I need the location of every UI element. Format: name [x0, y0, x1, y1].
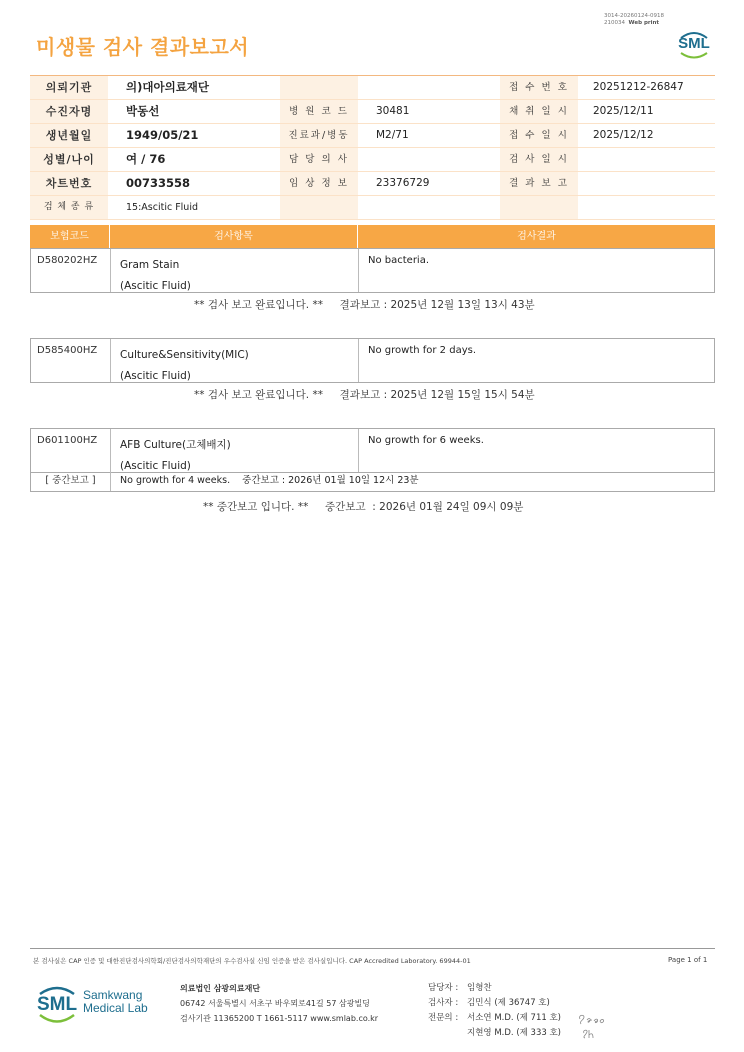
info-label: 차트번호 [30, 172, 108, 195]
page-title: 미생물 검사 결과보고서 [36, 35, 250, 59]
info-value: 여 / 76 [126, 152, 166, 166]
staff-name: 서소연 M.D. (제 711 호) [467, 1013, 562, 1023]
info-value: 20251212-26847 [593, 81, 684, 93]
info-label: 수진자명 [30, 100, 108, 123]
result-row [30, 428, 715, 473]
logo-name-2: Medical Lab [83, 1001, 148, 1015]
staff-role: 담당자 : [428, 983, 459, 993]
org-contact: 검사기관 11365200 T 1661-5117 www.smlab.co.kr [180, 1014, 379, 1023]
test-result: No bacteria. [368, 255, 430, 266]
print-code [604, 13, 664, 27]
footer-divider [30, 948, 715, 949]
info-value: 30481 [376, 105, 410, 117]
test-name: AFB Culture(고체배지) [120, 439, 231, 451]
header-item: 검사항목 [214, 231, 253, 242]
results-header [30, 225, 715, 248]
staff-name: 임형찬 [467, 983, 492, 993]
interim-text: No growth for 4 weeks. 중간보고 : 2026년 01월 10일 12시 23분 [120, 475, 419, 486]
print-label: Web print [628, 20, 660, 26]
info-label: 접 수 번 호 [500, 76, 578, 99]
signature-icon [576, 1011, 612, 1041]
staff-role: 전문의 : [428, 1013, 459, 1023]
info-value: 의)대아의료재단 [126, 80, 210, 94]
test-result: No growth for 2 days. [368, 345, 477, 356]
page-number: Page 1 of 1 [668, 956, 708, 964]
patient-info-table [30, 75, 715, 220]
test-result: No growth for 6 weeks. [368, 435, 484, 446]
completion-note: ** 검사 보고 완료입니다. ** 결과보고 : 2025년 12월 13일 13시 43분 [194, 299, 535, 311]
patient-info-row [30, 148, 715, 172]
info-label: 임 상 정 보 [280, 172, 358, 195]
info-value: 23376729 [376, 177, 430, 189]
staff-name: 김민식 (제 36747 호) [467, 998, 550, 1008]
info-label: 결 과 보 고 [500, 172, 578, 195]
patient-info-row [30, 124, 715, 148]
logo-text: SML [678, 35, 710, 52]
info-label: 병 원 코 드 [280, 100, 358, 123]
info-value: 2025/12/12 [593, 129, 654, 141]
completion-note: ** 중간보고 입니다. ** 중간보고 : 2026년 01월 24일 09시 09분 [203, 501, 524, 513]
info-value: 2025/12/11 [593, 105, 654, 117]
info-value: 00733558 [126, 176, 191, 190]
result-row [30, 338, 715, 383]
info-label: 검 사 일 시 [500, 148, 578, 171]
test-name: Culture&Sensitivity(MIC) [120, 349, 249, 361]
insurance-code: D601100HZ [37, 435, 98, 446]
info-label: 생년월일 [30, 124, 108, 147]
interim-label: [ 중간보고 ] [45, 475, 96, 486]
samkwang-logo [36, 982, 166, 1028]
info-label [500, 196, 578, 219]
info-label: 검 체 종 류 [30, 196, 108, 219]
svg-text:SML: SML [36, 994, 78, 1015]
insurance-code: D585400HZ [37, 345, 98, 356]
info-label: 접 수 일 시 [500, 124, 578, 147]
staff-name: 지현영 M.D. (제 333 호) [467, 1028, 562, 1038]
info-label: 의뢰기관 [30, 76, 108, 99]
info-label: 성별/나이 [30, 148, 108, 171]
info-label: 진료과/병동 [280, 124, 358, 147]
result-row [30, 248, 715, 293]
staff-role: 검사자 : [428, 998, 459, 1008]
patient-info-row [30, 196, 715, 220]
info-value: 1949/05/21 [126, 128, 199, 142]
info-label: 담 당 의 사 [280, 148, 358, 171]
info-label [280, 196, 358, 219]
insurance-code: D580202HZ [37, 255, 98, 266]
specimen: (Ascitic Fluid) [120, 460, 191, 472]
info-value: 박동선 [126, 104, 160, 118]
print-code-1: 3014-20260124-0918 [604, 13, 664, 19]
org-address: 06742 서울특별시 서초구 바우뫼로41길 57 삼광빌딩 [180, 999, 370, 1008]
specimen: (Ascitic Fluid) [120, 370, 191, 382]
info-value: M2/71 [376, 129, 409, 141]
accreditation-note: 본 검사실은 CAP 인증 및 대한진단검사의학회/진단검사의학재단의 우수검사실 신임 인증을 받은 검사실입니다. CAP Accredited Laboratory. 69944-01 [33, 957, 471, 965]
completion-note: ** 검사 보고 완료입니다. ** 결과보고 : 2025년 12월 15일 15시 54분 [194, 389, 535, 401]
logo-name-1: Samkwang [83, 988, 143, 1002]
org-name: 의료법인 삼광의료재단 [180, 984, 261, 993]
staff-list [428, 981, 578, 1043]
patient-info-row [30, 172, 715, 196]
header-result: 검사결과 [517, 231, 556, 242]
specimen: (Ascitic Fluid) [120, 280, 191, 292]
organization-info [180, 981, 378, 1026]
test-name: Gram Stain [120, 259, 180, 271]
info-label: 채 취 일 시 [500, 100, 578, 123]
patient-info-row [30, 76, 715, 100]
interim-report-row [30, 471, 715, 492]
sml-logo-icon [675, 26, 713, 64]
header-code: 보험코드 [50, 231, 89, 242]
print-code-2: 210034 [604, 20, 625, 26]
info-value: 15:Ascitic Fluid [126, 202, 199, 213]
patient-info-row [30, 100, 715, 124]
info-label [280, 76, 358, 99]
